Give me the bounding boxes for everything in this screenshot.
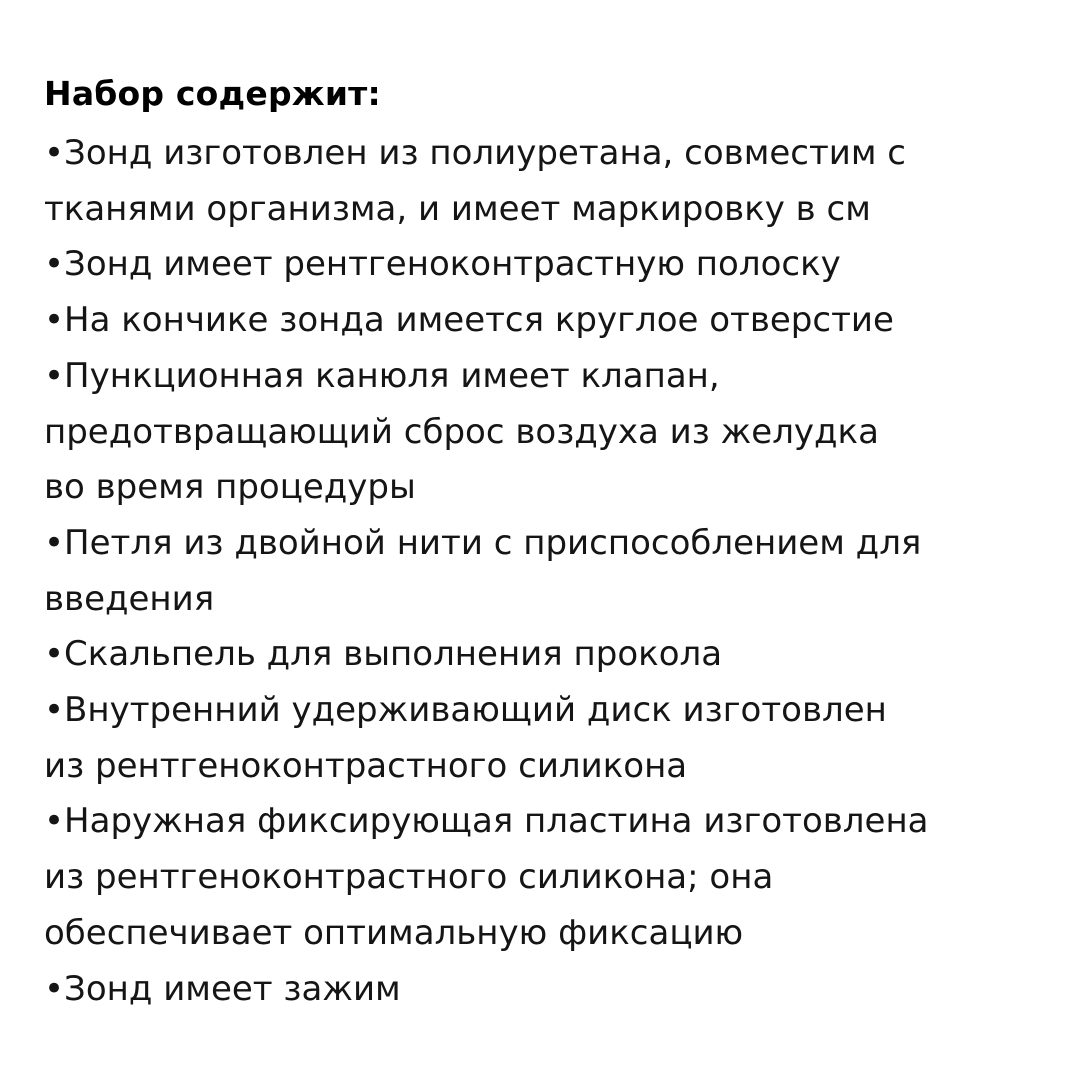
section-heading: Набор содержит: [44,74,381,113]
list-item-probe-material [44,126,1044,237]
list-item-line: из рентгеноконтрастного силикона; она [44,857,774,898]
list-item-line: •Пункционная канюля имеет клапан, [44,355,720,396]
list-item-external-plate [44,794,1044,961]
list-item-line: из рентгеноконтрастного силикона [44,745,688,786]
list-item-line: •Наружная фиксирующая пластина изготовлена [44,801,929,842]
list-item-line: •Зонд имеет зажим [44,968,401,1009]
list-item-line: •Зонд изготовлен из полиуретана, совместим с [44,133,907,173]
list-item-line: •Зонд имеет рентгеноконтрастную полоску [44,244,841,285]
list-item-cannula-valve [44,349,1044,516]
list-item-clamp [44,962,1044,1018]
list-item-round-opening [44,293,1044,349]
list-item-line: введения [44,578,215,619]
kit-contents-section [44,70,1044,1017]
list-item-line: •Петля из двойной нити с приспособлением для [44,522,922,563]
list-item-line: предотвращающий сброс воздуха из желудка [44,411,879,452]
list-item-line: •Скальпель для выполнения прокола [44,634,723,675]
list-item-line: тканями организма, и имеет маркировку в см [44,188,871,229]
contents-list [44,126,1044,1017]
list-item-line: обеспечивает оптимальную фиксацию [44,912,744,953]
list-item-line: во время процедуры [44,467,416,508]
list-item-internal-disc [44,683,1044,794]
list-item-radiopaque-strip [44,237,1044,293]
list-item-double-thread-loop [44,516,1044,627]
list-item-line: •На кончике зонда имеется круглое отверстие [44,300,894,341]
list-item-line: •Внутренний удерживающий диск изготовлен [44,690,887,731]
list-item-scalpel [44,627,1044,683]
